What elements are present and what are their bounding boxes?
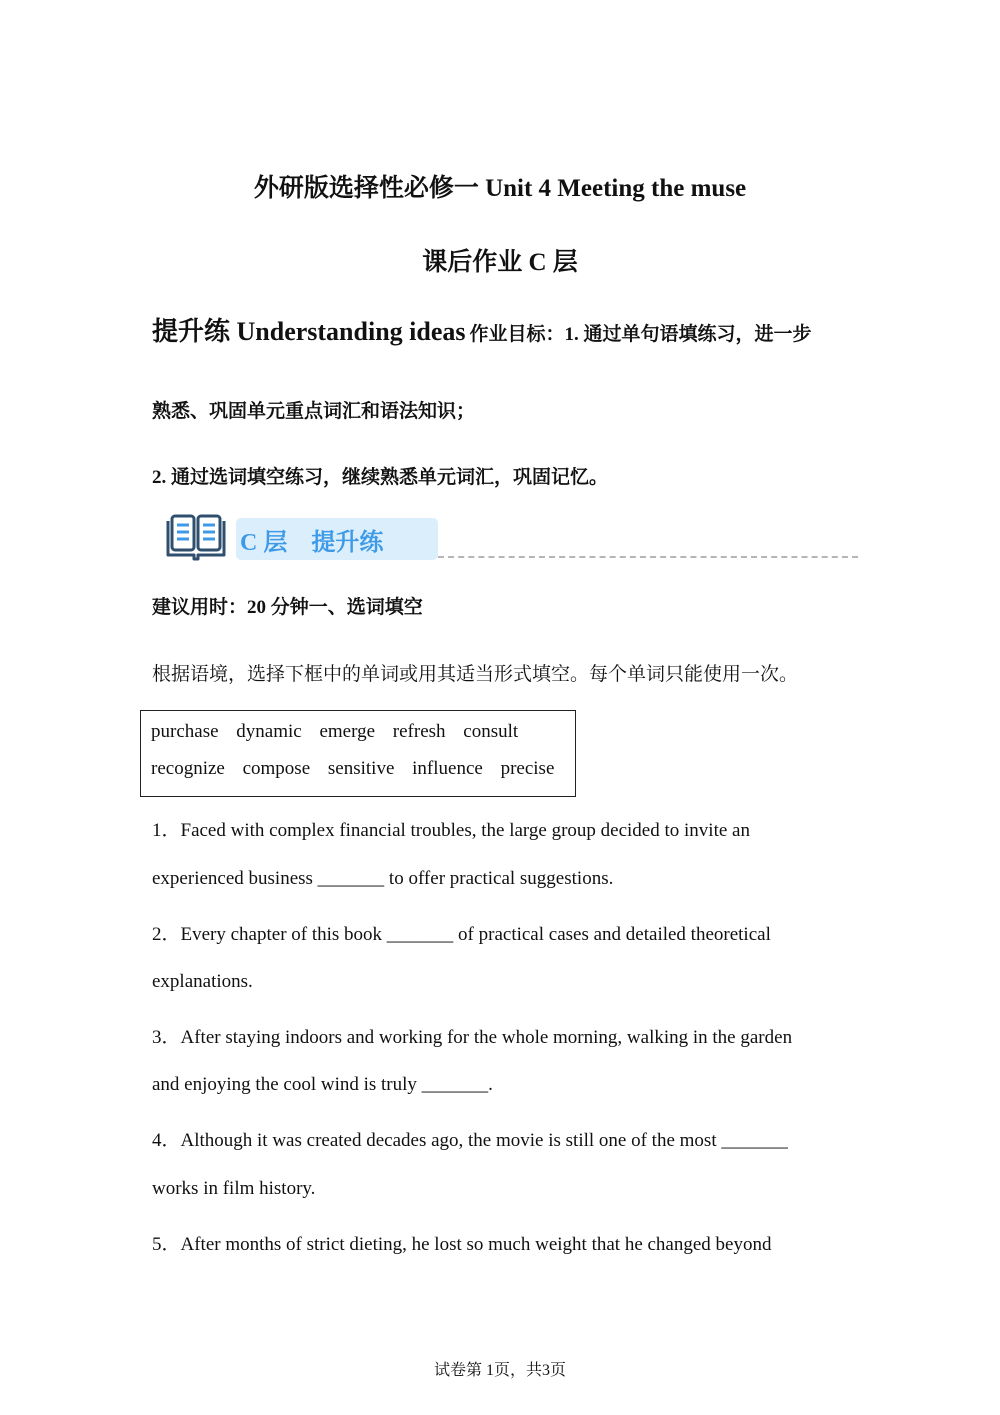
question-1-line-2: experienced business _______ to offer practical suggestions. — [152, 868, 614, 889]
banner-label: C 层 提升练 — [240, 530, 384, 556]
objectives-line-3: 2. 通过选词填空练习，继续熟悉单元词汇，巩固记忆。 — [152, 467, 609, 488]
word-row-2 — [151, 758, 554, 780]
word-item: purchase — [151, 721, 219, 742]
question-2-line-1: 2．Every chapter of this book _______ of practical cases and detailed theoretical — [152, 924, 771, 945]
objectives-label: 作业目标：1. 通过单句语填练习，进一步 — [469, 324, 812, 345]
word-item: emerge — [319, 721, 376, 742]
page-footer: 试卷第 1页，共3页 — [433, 1362, 566, 1379]
objectives-line-1 — [152, 311, 812, 348]
question-3-line-2: and enjoying the cool wind is truly _______. — [152, 1074, 493, 1095]
question-5-line-1: 5．After months of strict dieting, he lost so much weight that he changed beyond — [152, 1234, 772, 1255]
word-row-1 — [151, 721, 531, 743]
objectives-line-2: 熟悉、巩固单元重点词汇和语法知识； — [152, 401, 476, 422]
question-2-line-2: explanations. — [152, 971, 253, 992]
document-subtitle: 课后作业 C 层 — [422, 249, 578, 276]
word-item: refresh — [392, 721, 446, 742]
time-hint: 建议用时：20 分钟一、选词填空 — [152, 597, 423, 618]
word-item: compose — [242, 758, 311, 779]
word-item: sensitive — [327, 758, 395, 779]
question-4-line-2: works in film history. — [152, 1178, 316, 1199]
word-item: dynamic — [236, 721, 302, 742]
banner-divider — [438, 556, 858, 558]
question-4-line-1: 4．Although it was created decades ago, the movie is still one of the most _______ — [152, 1130, 788, 1151]
question-1-line-1: 1．Faced with complex financial troubles, the large group decided to invite an — [152, 820, 750, 841]
word-item: influence — [412, 758, 483, 779]
word-item: precise — [500, 758, 555, 779]
section-heading: 提升练 Understanding ideas — [152, 317, 466, 346]
book-icon — [164, 513, 228, 561]
question-3-line-1: 3．After staying indoors and working for the whole morning, walking in the garden — [152, 1027, 793, 1048]
word-item: recognize — [151, 758, 225, 779]
instruction-text: 根据语境，选择下框中的单词或用其适当形式填空。每个单词只能使用一次。 — [152, 664, 799, 685]
document-title: 外研版选择性必修一 Unit 4 Meeting the muse — [253, 175, 747, 202]
word-item: consult — [463, 721, 519, 742]
word-box — [140, 710, 576, 797]
